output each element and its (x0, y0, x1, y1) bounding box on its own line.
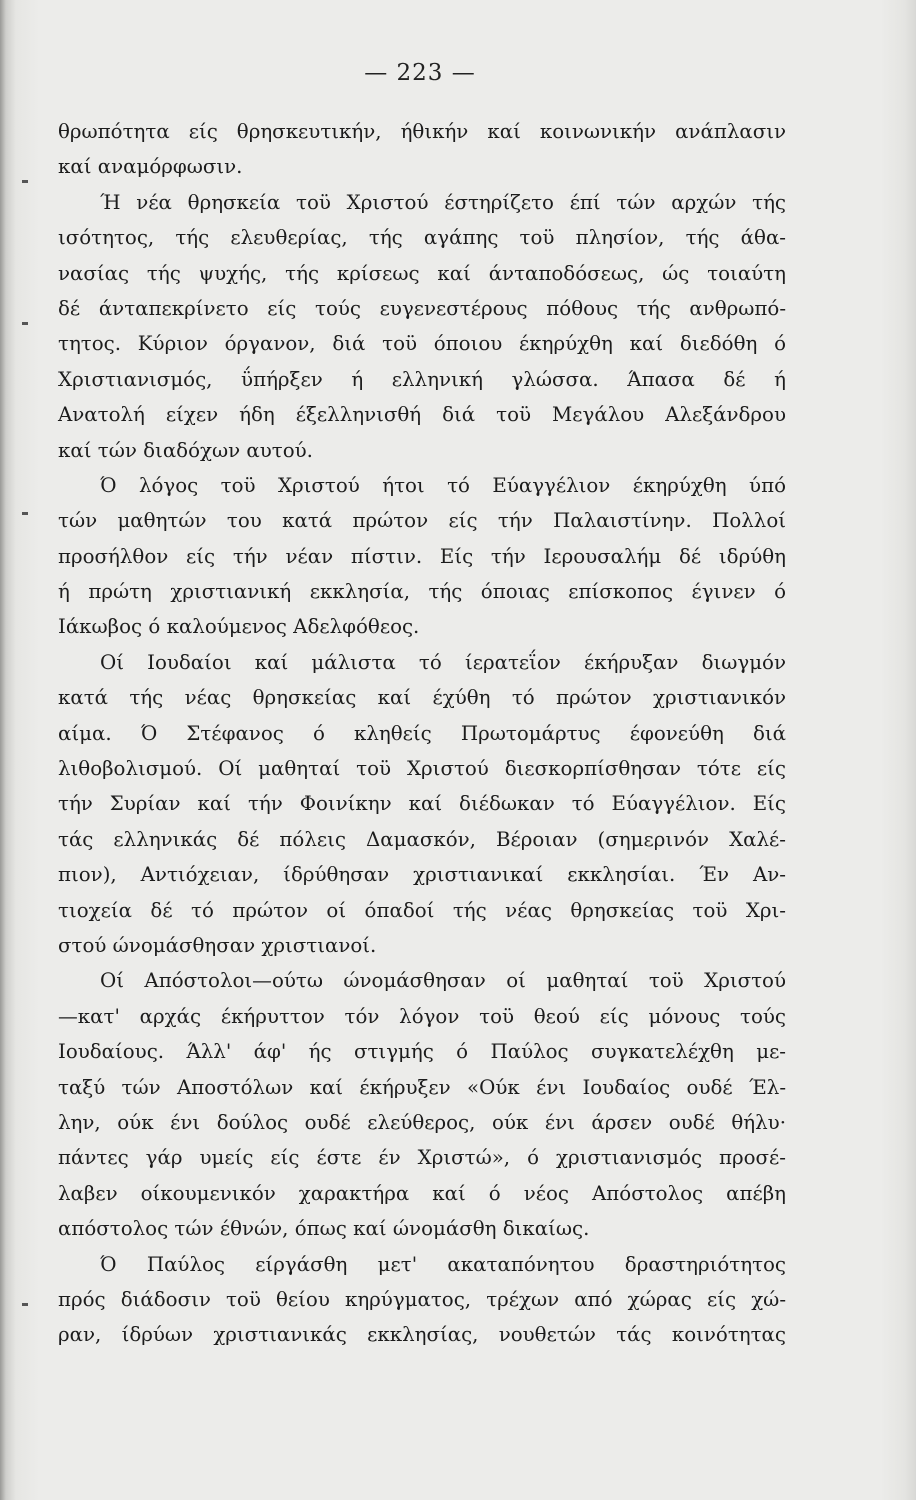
text-line: πρός διάδοσιν τοϋ θείου κηρύγματος, τρέχων από χώρας είς χώ- (58, 1287, 786, 1311)
text-line: Ιάκωβος ό καλούμενος Αδελφόθεος. (58, 615, 420, 639)
margin-tick (22, 512, 28, 515)
text-line: θρωπότητα είς θρησκευτικήν, ήθικήν καί κοινωνικήν ανάπλασιν (58, 120, 786, 143)
text-line: ταξύ τών Αποστόλων καί έκήρυξεν «Ούκ ένι Ιουδαίος ουδέ Έλ- (58, 1075, 786, 1099)
text-line: Οί Ιουδαίοι καί μάλιστα τό ίερατεΐον έκήρυξαν διωγμόν (100, 650, 786, 674)
text-line: τάς ελληνικάς δέ πόλεις Δαμασκόν, Βέροιαν (σημερινόν Χαλέ- (58, 827, 786, 851)
text-line: στού ώνομάσθησαν χριστιανοί. (58, 933, 377, 957)
page-number: — 223 — (364, 60, 476, 86)
text-line: Ή νέα θρησκεία τοϋ Χριστού έστηρίζετο έπί τών αρχών τής (100, 190, 786, 214)
text-line: Ό Παύλος είργάσθη μετ' ακαταπόνητου δραστηριότητος (100, 1252, 786, 1276)
text-line: απόστολος τών έθνών, όπως καί ώνομάσθη δικαίως. (58, 1217, 590, 1241)
text-line: ραν, ίδρύων χριστιανικάς εκκλησίας, νουθετών τάς κοινότητας (58, 1323, 786, 1347)
text-line: κατά τής νέας θρησκείας καί έχύθη τό πρώτον χριστιανικόν (58, 686, 786, 710)
text-line: Ανατολή είχεν ήδη έξελληνισθή διά τοϋ Μεγάλου Αλεξάνδρου (58, 403, 786, 427)
text-line: ή πρώτη χριστιανική εκκλησία, τής όποιας επίσκοπος έγινεν ό (58, 580, 786, 604)
text-line: Ό λόγος τοϋ Χριστού ήτοι τό Εύαγγέλιον έκηρύχθη ύπό (100, 473, 786, 497)
margin-tick (22, 1303, 28, 1306)
text-line: πάντες γάρ υμείς είς έστε έν Χριστώ», ό χριστιανισμός προσέ- (58, 1146, 786, 1170)
text-line: πιον), Αντιόχειαν, ίδρύθησαν χριστιανικαί εκκλησίαι. Έν Αν- (58, 863, 786, 887)
margin-tick (22, 180, 28, 183)
text-line: αίμα. Ό Στέφανος ό κληθείς Πρωτομάρτυς έφονεύθη διά (58, 721, 786, 745)
text-line: Οί Απόστολοι—ούτω ώνομάσθησαν οί μαθηταί τοϋ Χριστού (100, 969, 786, 993)
text-line: καί αναμόρφωσιν. (58, 155, 243, 179)
text-line: τών μαθητών του κατά πρώτον είς τήν Παλαιστίνην. Πολλοί (58, 509, 786, 533)
text-line: λην, ούκ ένι δούλος ουδέ ελεύθερος, ούκ ένι άρσεν ουδέ θήλυ· (58, 1110, 786, 1134)
text-line: Ιουδαίους. Άλλ' άφ' ής στιγμής ό Παύλος συγκατελέχθη με- (58, 1040, 786, 1064)
text-line: Χριστιανισμός, ΰπήρξεν ή ελληνική γλώσσα. Άπασα δέ ή (58, 367, 786, 391)
text-line: τητος. Κύριον όργανον, διά τοϋ όποιου έκηρύχθη καί διεδόθη ό (58, 332, 786, 356)
margin-tick (22, 322, 28, 325)
text-line: λαβεν οίκουμενικόν χαρακτήρα καί ό νέος Απόστολος απέβη (58, 1181, 786, 1205)
text-line: τιοχεία δέ τό πρώτον οί όπαδοί τής νέας θρησκείας τοϋ Χρι- (58, 898, 786, 922)
text-line: λιθοβολισμού. Οί μαθηταί τοϋ Χριστού διεσκορπίσθησαν τότε είς (58, 757, 786, 781)
text-line: προσήλθον είς τήν νέαν πίστιν. Είς τήν Ιερουσαλήμ δέ ιδρύθη (58, 544, 786, 568)
text-line: ισότητος, τής ελευθερίας, τής αγάπης τοϋ πλησίον, τής άθα- (58, 226, 786, 250)
text-line: —κατ' αρχάς έκήρυττον τόν λόγον τοϋ θεού είς μόνους τούς (58, 1004, 786, 1028)
text-line: νασίας τής ψυχής, τής κρίσεως καί άνταποδόσεως, ώς τοιαύτη (58, 261, 786, 285)
text-line: τήν Συρίαν καί τήν Φοινίκην καί διέδωκαν τό Εύαγγέλιον. Είς (58, 792, 786, 816)
body-text (58, 114, 786, 1353)
text-line: δέ άνταπεκρίνετο είς τούς ευγενεστέρους πόθους τής ανθρωπό- (58, 296, 786, 320)
text-line: καί τών διαδόχων αυτού. (58, 438, 313, 462)
